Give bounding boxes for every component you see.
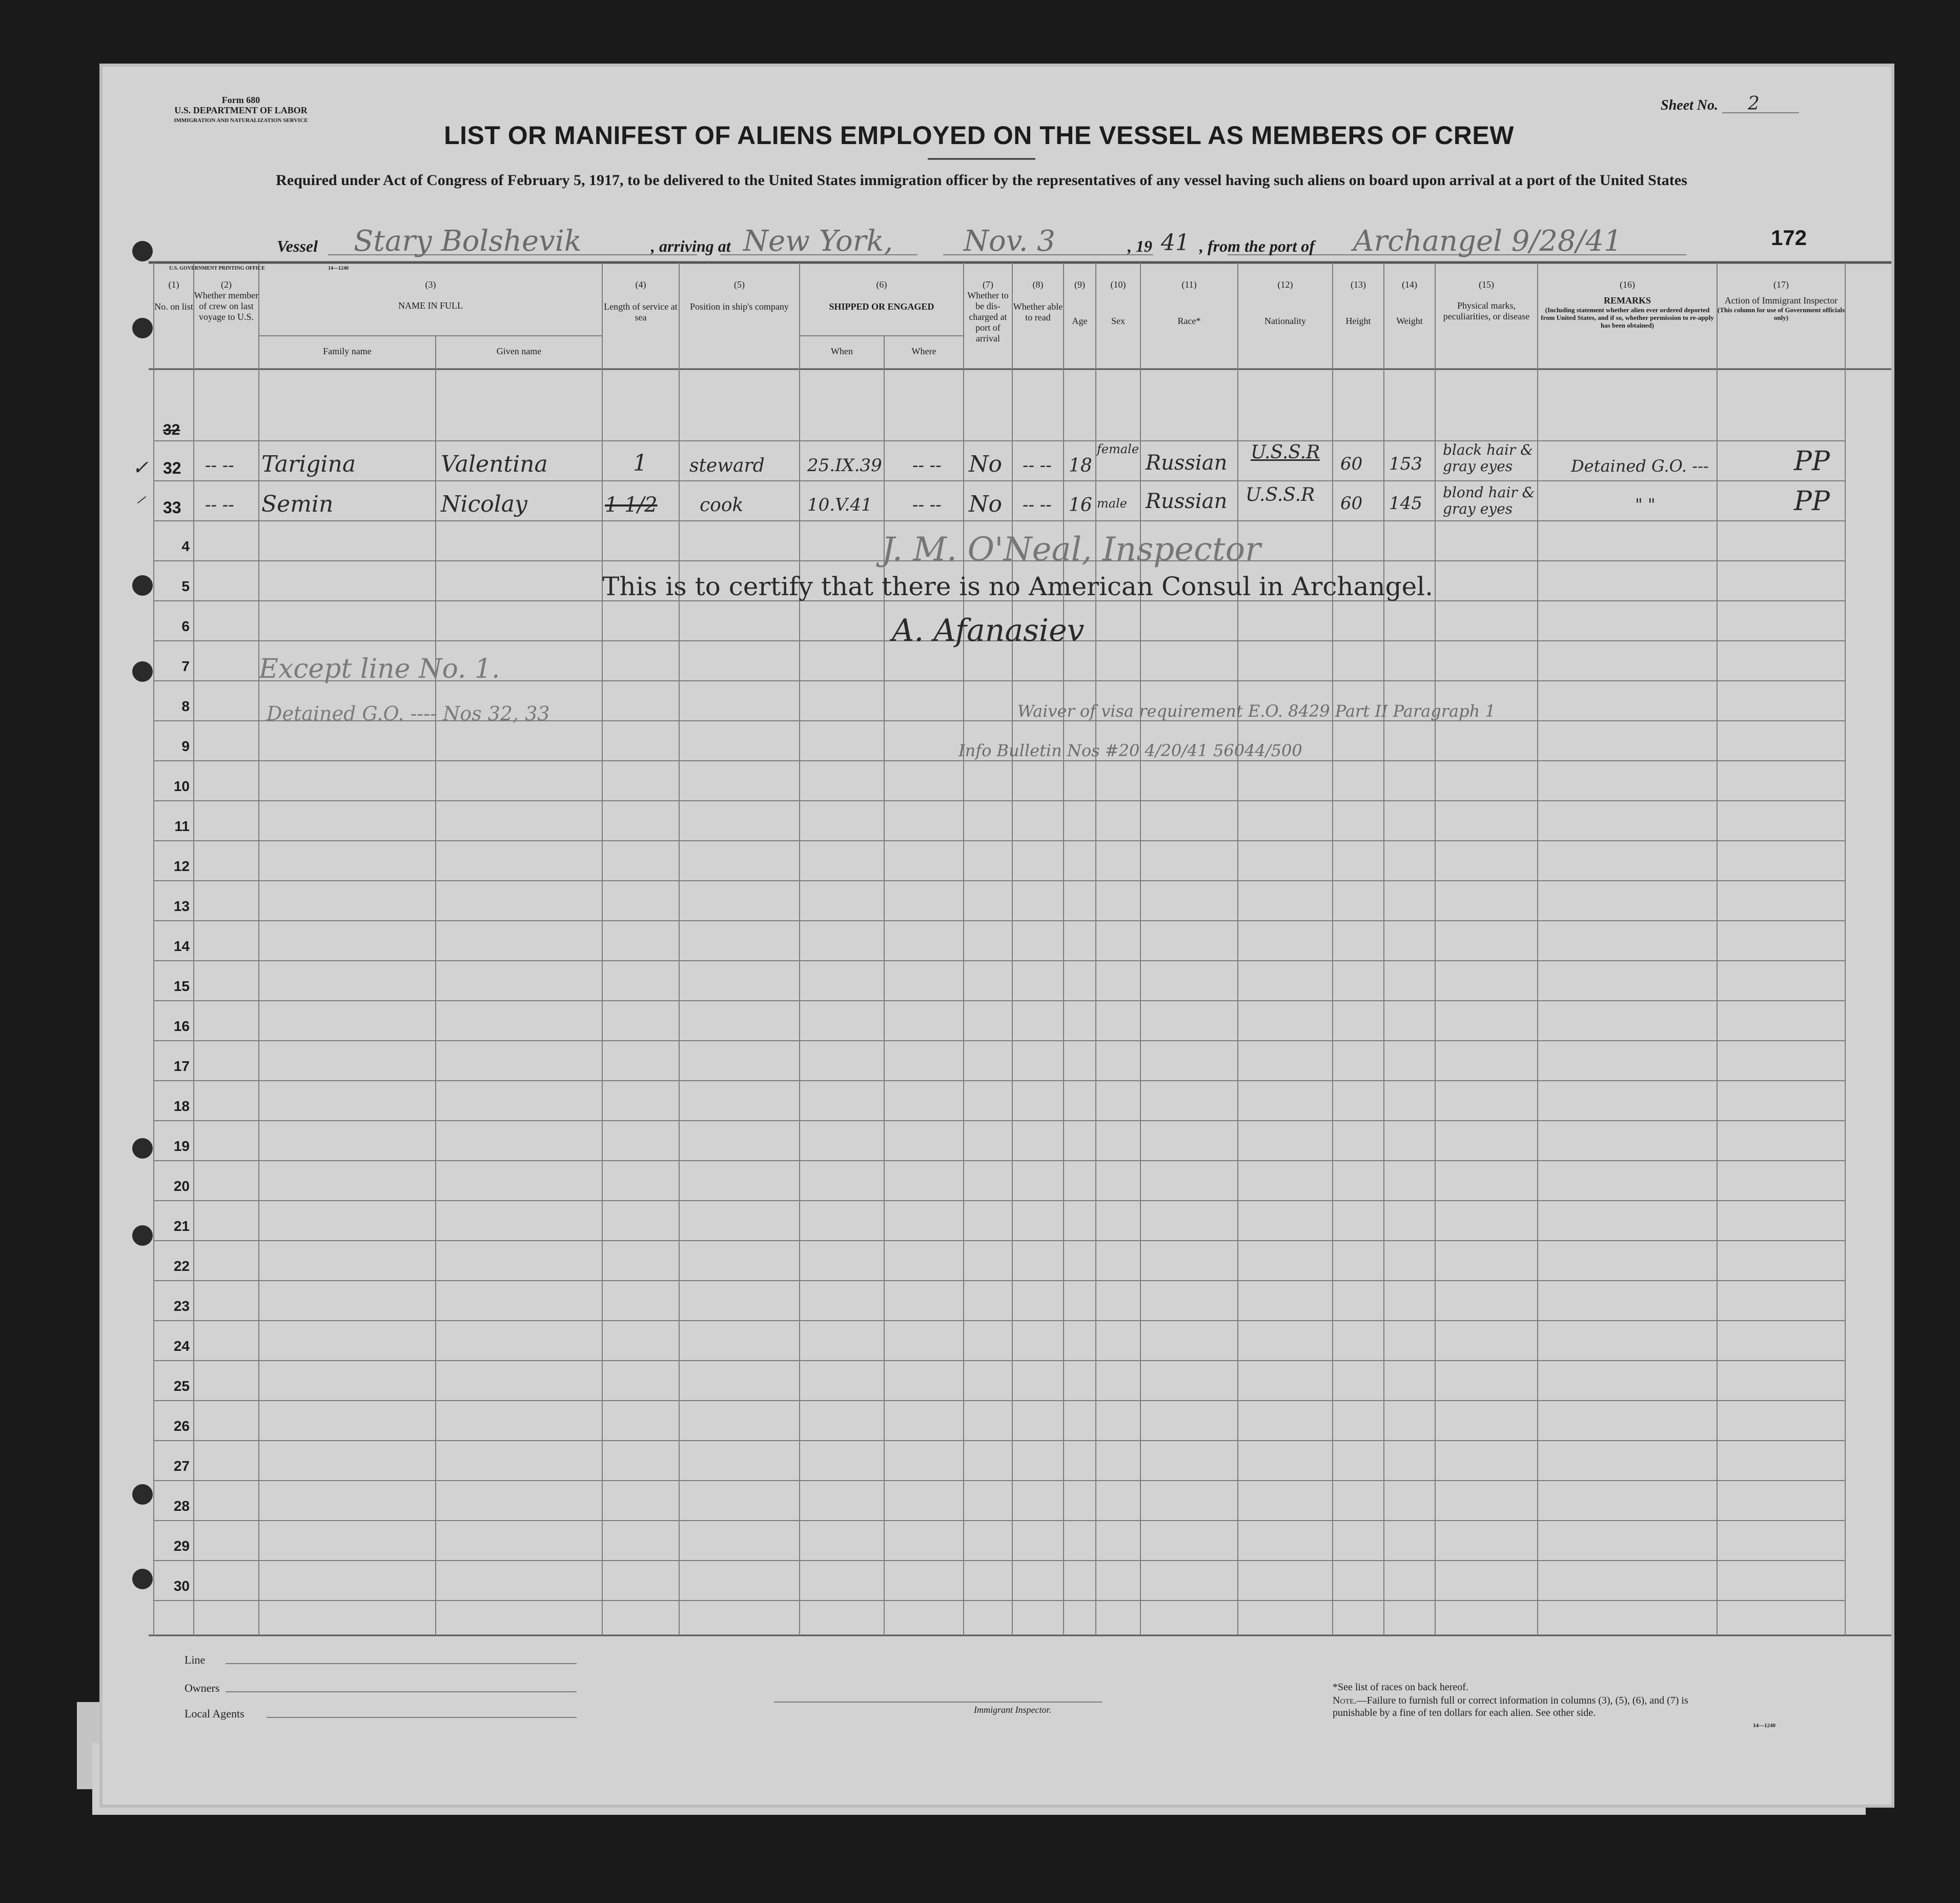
row-number: 27 xyxy=(173,1458,190,1474)
footer-form-code: 14—1240 xyxy=(1753,1723,1775,1729)
row-number: 9 xyxy=(181,738,190,754)
col-header-position: (5) Position in ship's company xyxy=(690,279,789,312)
vessel-name: Stary Bolshevik xyxy=(354,225,582,258)
from-port-label: , from the port of xyxy=(1199,237,1315,255)
printing-code: 14—1240 xyxy=(328,266,349,271)
entry-weight: 145 xyxy=(1389,493,1422,514)
printing-office: U.S. GOVERNMENT PRINTING OFFICE xyxy=(169,266,265,271)
department: U.S. DEPARTMENT OF LABOR xyxy=(174,105,308,115)
entry-read: -- -- xyxy=(1023,455,1052,476)
col-header-shipped: (6) SHIPPED OR ENGAGED xyxy=(829,279,934,312)
bulletin-note: Info Bulletin Nos #20 4/20/41 56044/500 xyxy=(958,741,1302,760)
departure-port: Archangel 9/28/41 xyxy=(1353,225,1622,258)
binder-hole xyxy=(132,241,153,261)
binder-hole xyxy=(132,575,153,596)
struck-row-number: 32 xyxy=(163,421,180,438)
entry-discharged: No xyxy=(969,451,1002,477)
row-number: 20 xyxy=(173,1178,190,1194)
entry-remarks: " " xyxy=(1635,495,1656,514)
manifest-title: LIST OR MANIFEST OF ALIENS EMPLOYED ON THE VESSEL AS MEMBERS OF CREW xyxy=(444,121,1514,150)
row-number: 26 xyxy=(173,1418,190,1434)
manifest-subtitle: Required under Act of Congress of February 5, 1917, to be delivered to the United States immigration officer by the representatives of any vessel having such aliens on board upon arrival at a port of the United States xyxy=(276,172,1687,189)
entry-action: PP xyxy=(1794,446,1830,477)
entry-family-name: Tarigina xyxy=(261,451,356,477)
col-header-nationality: (12) Nationality xyxy=(1264,279,1306,326)
form-number: Form 680 xyxy=(221,95,260,105)
footer-agents-label: Local Agents xyxy=(185,1707,244,1720)
entry-position: cook xyxy=(700,495,744,516)
col-header-remarks: (16) REMARKS (Including statement whether alien ever ordered deported from United States, and if so, whether permission to re-apply has been obtained) xyxy=(1541,279,1714,329)
entry-where: -- -- xyxy=(912,495,942,515)
col-header-sex: (10) Sex xyxy=(1110,279,1126,326)
entry-position: steward xyxy=(689,455,765,476)
entry-sex: male xyxy=(1097,496,1127,511)
row-number: 5 xyxy=(181,578,190,594)
entry-race: Russian xyxy=(1146,451,1228,475)
row-number: 18 xyxy=(173,1098,190,1114)
col-header-read: (8) Whether able to read xyxy=(1013,279,1063,322)
row-number: 7 xyxy=(181,658,190,674)
col-header-name: (3) NAME IN FULL xyxy=(398,279,463,311)
except-note: Except line No. 1. xyxy=(259,654,500,684)
check-mark: ✓ xyxy=(132,456,149,479)
row-number: 16 xyxy=(173,1018,190,1034)
sheet-number-value: 2 xyxy=(1748,93,1760,114)
col-header-height: (13) Height xyxy=(1345,279,1371,326)
footer-races-note: *See list of races on back hereof. xyxy=(1333,1682,1468,1693)
inspector-signature: J. M. O'Neal, Inspector xyxy=(882,531,1261,569)
col-header-weight: (14) Weight xyxy=(1396,279,1423,326)
waiver-note: Waiver of visa requirement E.O. 8429 Part II Paragraph 1 xyxy=(1017,701,1496,721)
col-header-action: (17) Action of Immigrant Inspector (This column for use of Government officials only) xyxy=(1717,279,1845,321)
entry-prev-voyage: -- -- xyxy=(205,455,234,476)
col-header-where: Where xyxy=(911,346,936,356)
row-number: 17 xyxy=(173,1058,190,1074)
row-number: 6 xyxy=(181,618,190,634)
row-number: 13 xyxy=(173,898,190,914)
entry-when: 10.V.41 xyxy=(807,495,872,515)
vessel-label: Vessel xyxy=(277,237,318,255)
row-number: 8 xyxy=(181,698,190,714)
entry-marks: black hair & gray eyes xyxy=(1443,441,1534,475)
col-header-family-name: Family name xyxy=(323,346,372,356)
entry-age: 16 xyxy=(1069,495,1092,516)
row-number: 28 xyxy=(173,1498,190,1514)
col-header-given-name: Given name xyxy=(496,346,542,356)
col-header-discharged: (7) Whether to be dis-charged at port of arrival xyxy=(967,279,1009,343)
binder-hole xyxy=(132,1484,153,1505)
row-number: 11 xyxy=(174,818,190,834)
entry-family-name: Semin xyxy=(261,491,334,517)
row-number: 24 xyxy=(173,1338,190,1354)
row-number: 25 xyxy=(173,1378,190,1394)
row-number: 21 xyxy=(173,1218,190,1234)
arrival-port: New York, xyxy=(743,225,893,258)
footer-inspector-label: Immigrant Inspector. xyxy=(974,1705,1051,1715)
entry-given-name: Nicolay xyxy=(441,491,527,517)
entry-no: 33 xyxy=(163,498,181,517)
row-number: 10 xyxy=(173,778,190,794)
row-number: 23 xyxy=(173,1298,190,1314)
row-number: 14 xyxy=(173,938,190,954)
entry-where: -- -- xyxy=(912,455,942,476)
arrival-date: Nov. 3 xyxy=(964,225,1055,258)
entry-service: 1 1/2 xyxy=(605,493,658,517)
col-header-marks: (15) Physical marks, peculiarities, or disease xyxy=(1443,279,1530,321)
entry-nationality: U.S.S.R xyxy=(1246,484,1315,505)
entry-weight: 153 xyxy=(1389,454,1422,474)
detained-note: Detained G.O. ---- Nos 32, 33 xyxy=(267,702,550,725)
entry-marks: blond hair & gray eyes xyxy=(1443,484,1535,517)
footer-penalty-note xyxy=(1333,1694,1732,1719)
col-header-prev-voyage: (2) Whether member of crew on last voyage to U.S. xyxy=(194,279,259,322)
entry-discharged: No xyxy=(969,491,1002,517)
entry-when: 25.IX.39 xyxy=(807,455,882,476)
binder-hole xyxy=(132,1569,153,1589)
entry-service: 1 xyxy=(633,450,647,476)
col-header-no: (1) No. on list xyxy=(154,279,193,312)
note-text: —Failure to furnish full or correct information in columns (3), (5), (6), and (7) is punishable by a fine of ten dollars for each alien. See other side. xyxy=(1333,1695,1688,1718)
entry-height: 60 xyxy=(1340,493,1363,514)
entry-prev-voyage: -- -- xyxy=(205,495,234,515)
consul-certification: This is to certify that there is no American Consul in Archangel. xyxy=(602,572,1434,601)
entry-height: 60 xyxy=(1340,454,1363,474)
entry-remarks: Detained G.O. --- xyxy=(1571,456,1709,476)
service: IMMIGRATION AND NATURALIZATION SERVICE xyxy=(174,117,308,124)
entry-given-name: Valentina xyxy=(441,451,548,477)
entry-age: 18 xyxy=(1069,455,1092,476)
footer-owners-label: Owners xyxy=(185,1682,220,1694)
col-header-when: When xyxy=(831,346,853,356)
binder-hole xyxy=(132,661,153,682)
entry-action: PP xyxy=(1794,486,1830,517)
col-header-age: (9) Age xyxy=(1072,279,1088,326)
sheet-number-label: Sheet No. xyxy=(1661,97,1718,113)
binder-hole xyxy=(132,318,153,338)
entry-race: Russian xyxy=(1146,490,1228,513)
binder-hole xyxy=(132,1138,153,1159)
col-header-race: (11) Race* xyxy=(1177,279,1201,326)
row-number: 30 xyxy=(173,1578,190,1594)
entry-sex: female xyxy=(1097,442,1139,456)
footer-line-label: Line xyxy=(185,1653,206,1666)
row-number: 19 xyxy=(173,1138,190,1154)
binder-hole xyxy=(132,1225,153,1246)
note-label: Note. xyxy=(1333,1695,1357,1706)
row-number: 12 xyxy=(173,858,190,874)
master-signature: A. Afanasiev xyxy=(892,613,1085,649)
row-number: 4 xyxy=(181,538,190,554)
entry-no: 32 xyxy=(163,459,181,477)
check-mark: ⸍ xyxy=(134,492,145,515)
entry-nationality: U.S.S.R xyxy=(1251,442,1320,463)
row-number: 29 xyxy=(173,1538,190,1554)
year-prefix: , 19 xyxy=(1128,237,1152,255)
entry-read: -- -- xyxy=(1023,495,1052,515)
year-value: 41 xyxy=(1161,230,1190,256)
arriving-label: , arriving at xyxy=(651,237,731,255)
row-number: 22 xyxy=(173,1258,190,1274)
page-number: 172 xyxy=(1771,226,1807,250)
col-header-service: (4) Length of service at sea xyxy=(604,279,678,322)
row-number: 15 xyxy=(173,978,190,994)
